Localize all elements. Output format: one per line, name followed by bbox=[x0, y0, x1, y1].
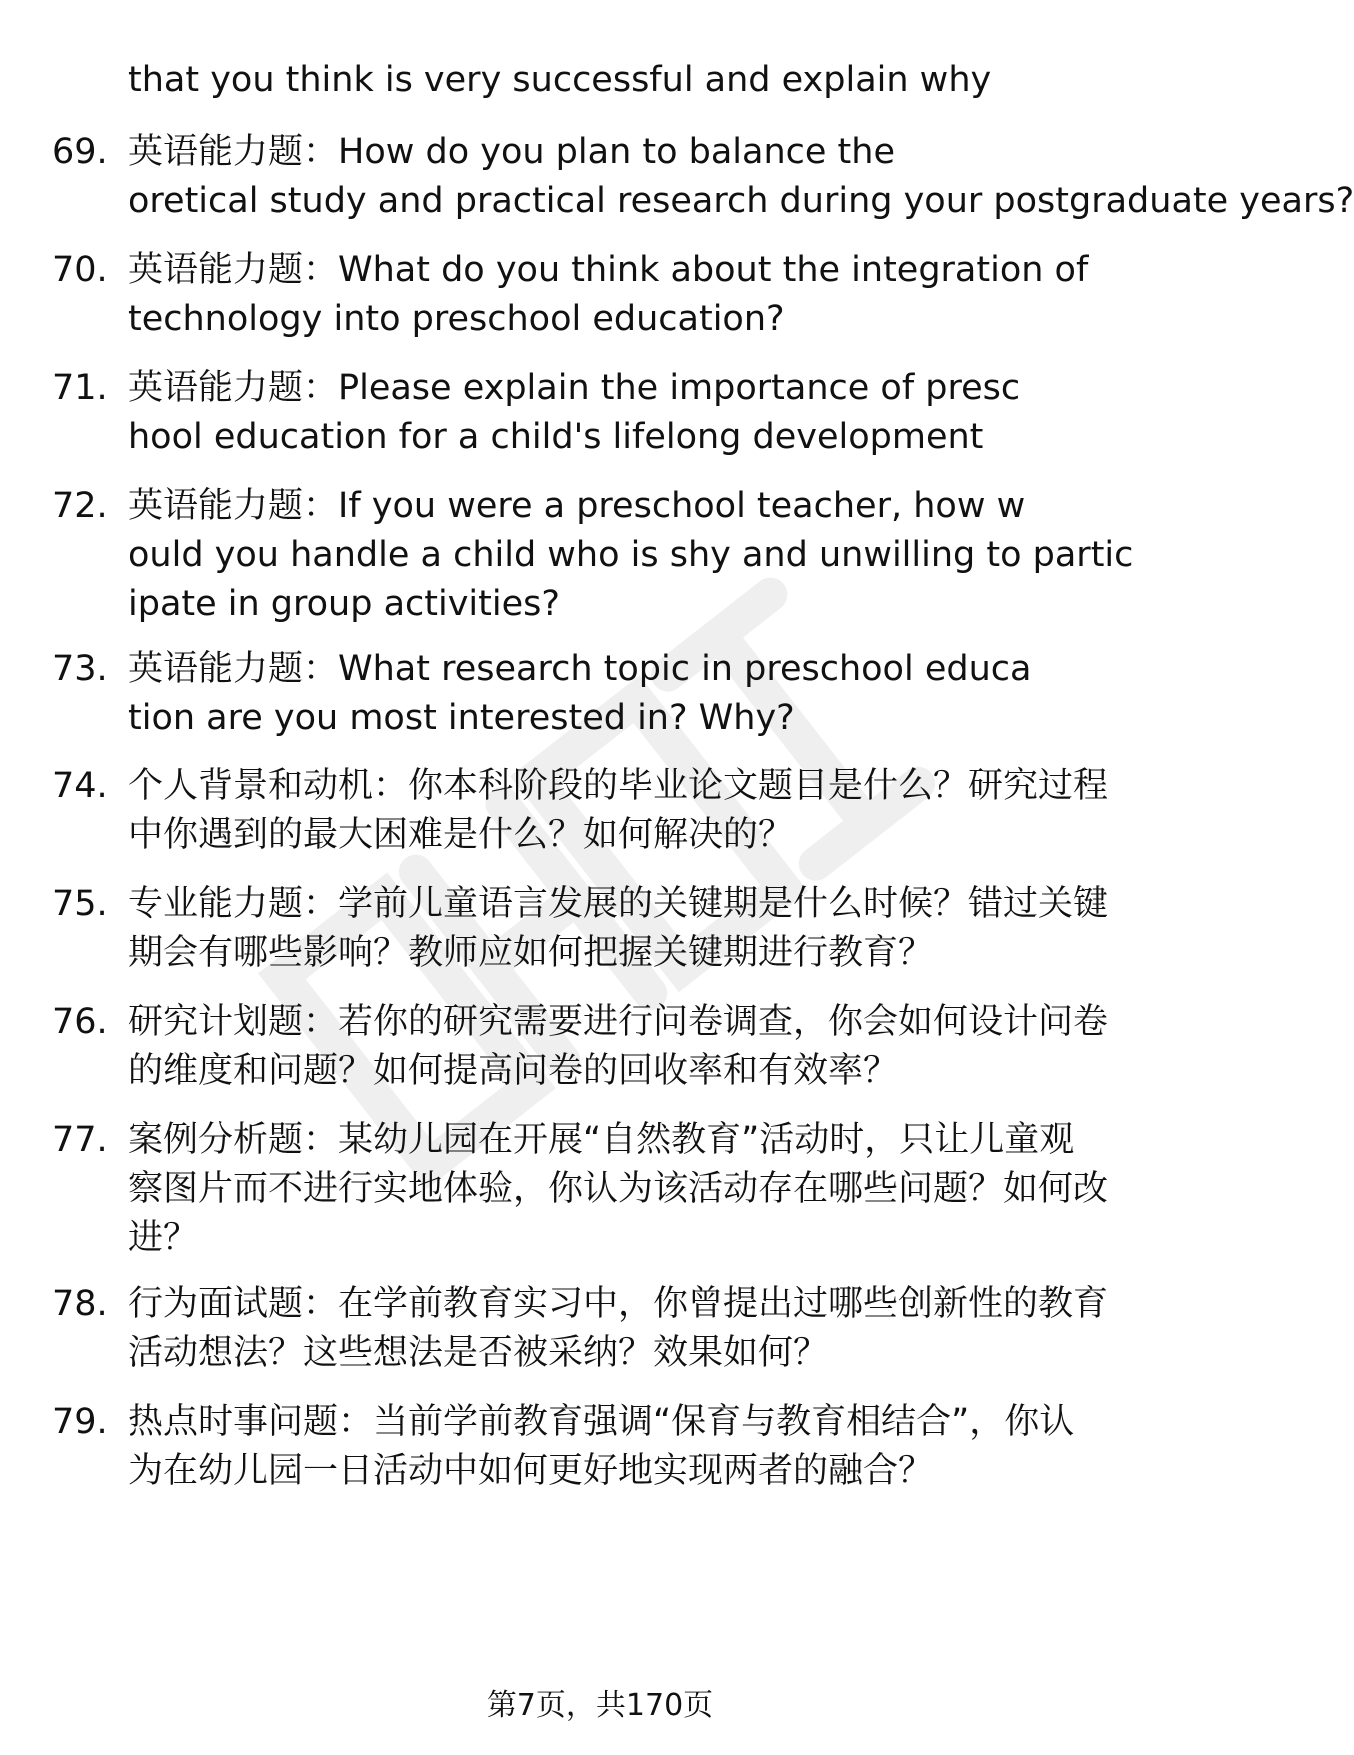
question-text: 专业能力题：学前儿童语言发展的关键期是什么时候？错过关键 期会有哪些影响？教师应如何把握关键期进行教育？ bbox=[128, 884, 1109, 973]
question-number: 77. bbox=[52, 1120, 108, 1160]
question-text: 英语能力题：What do you think about the integration of technology into preschool education? bbox=[128, 250, 1089, 339]
question-text: 英语能力题：Please explain the importance of presc hool education for a child's lifelong development bbox=[128, 368, 1021, 457]
question-text: 案例分析题：某幼儿园在开展“自然教育”活动时，只让儿童观 察图片而不进行实地体验，你认为该活动存在哪些问题？如何改 进？ bbox=[128, 1120, 1109, 1258]
question-number: 76. bbox=[52, 1002, 108, 1042]
question-number: 72. bbox=[52, 486, 108, 526]
question-number: 69. bbox=[52, 132, 108, 172]
question-number: 74. bbox=[52, 766, 108, 806]
question-text: 英语能力题：How do you plan to balance the oretical study and practical research during your postgraduate years? bbox=[128, 132, 1354, 221]
question-text: 行为面试题：在学前教育实习中，你曾提出过哪些创新性的教育 活动想法？这些想法是否被采纳？效果如何？ bbox=[128, 1284, 1109, 1373]
question-text: 英语能力题：If you were a preschool teacher, how w ould you handle a child who is shy and unwilling to partic ipate in group activities? bbox=[128, 486, 1134, 624]
question-number: 73. bbox=[52, 649, 108, 689]
question-text: 英语能力题：What research topic in preschool educa tion are you most interested in? Why? bbox=[128, 649, 1032, 738]
question-number: 71. bbox=[52, 368, 108, 408]
question-text: 热点时事问题：当前学前教育强调“保育与教育相结合”，你认 为在幼儿园一日活动中如何更好地实现两者的融合？ bbox=[128, 1402, 1075, 1491]
page-footer: 第7页，共170页 bbox=[486, 1688, 714, 1723]
question-number: 78. bbox=[52, 1284, 108, 1324]
question-text: 研究计划题：若你的研究需要进行问卷调查，你会如何设计问卷 的维度和问题？如何提高问卷的回收率和有效率？ bbox=[128, 1002, 1109, 1091]
continuation-text: that you think is very successful and explain why bbox=[128, 60, 992, 100]
question-number: 75. bbox=[52, 884, 108, 924]
question-text: 个人背景和动机：你本科阶段的毕业论文题目是什么？研究过程 中你遇到的最大困难是什么？如何解决的？ bbox=[128, 766, 1109, 855]
question-number: 79. bbox=[52, 1402, 108, 1442]
question-number: 70. bbox=[52, 250, 108, 290]
